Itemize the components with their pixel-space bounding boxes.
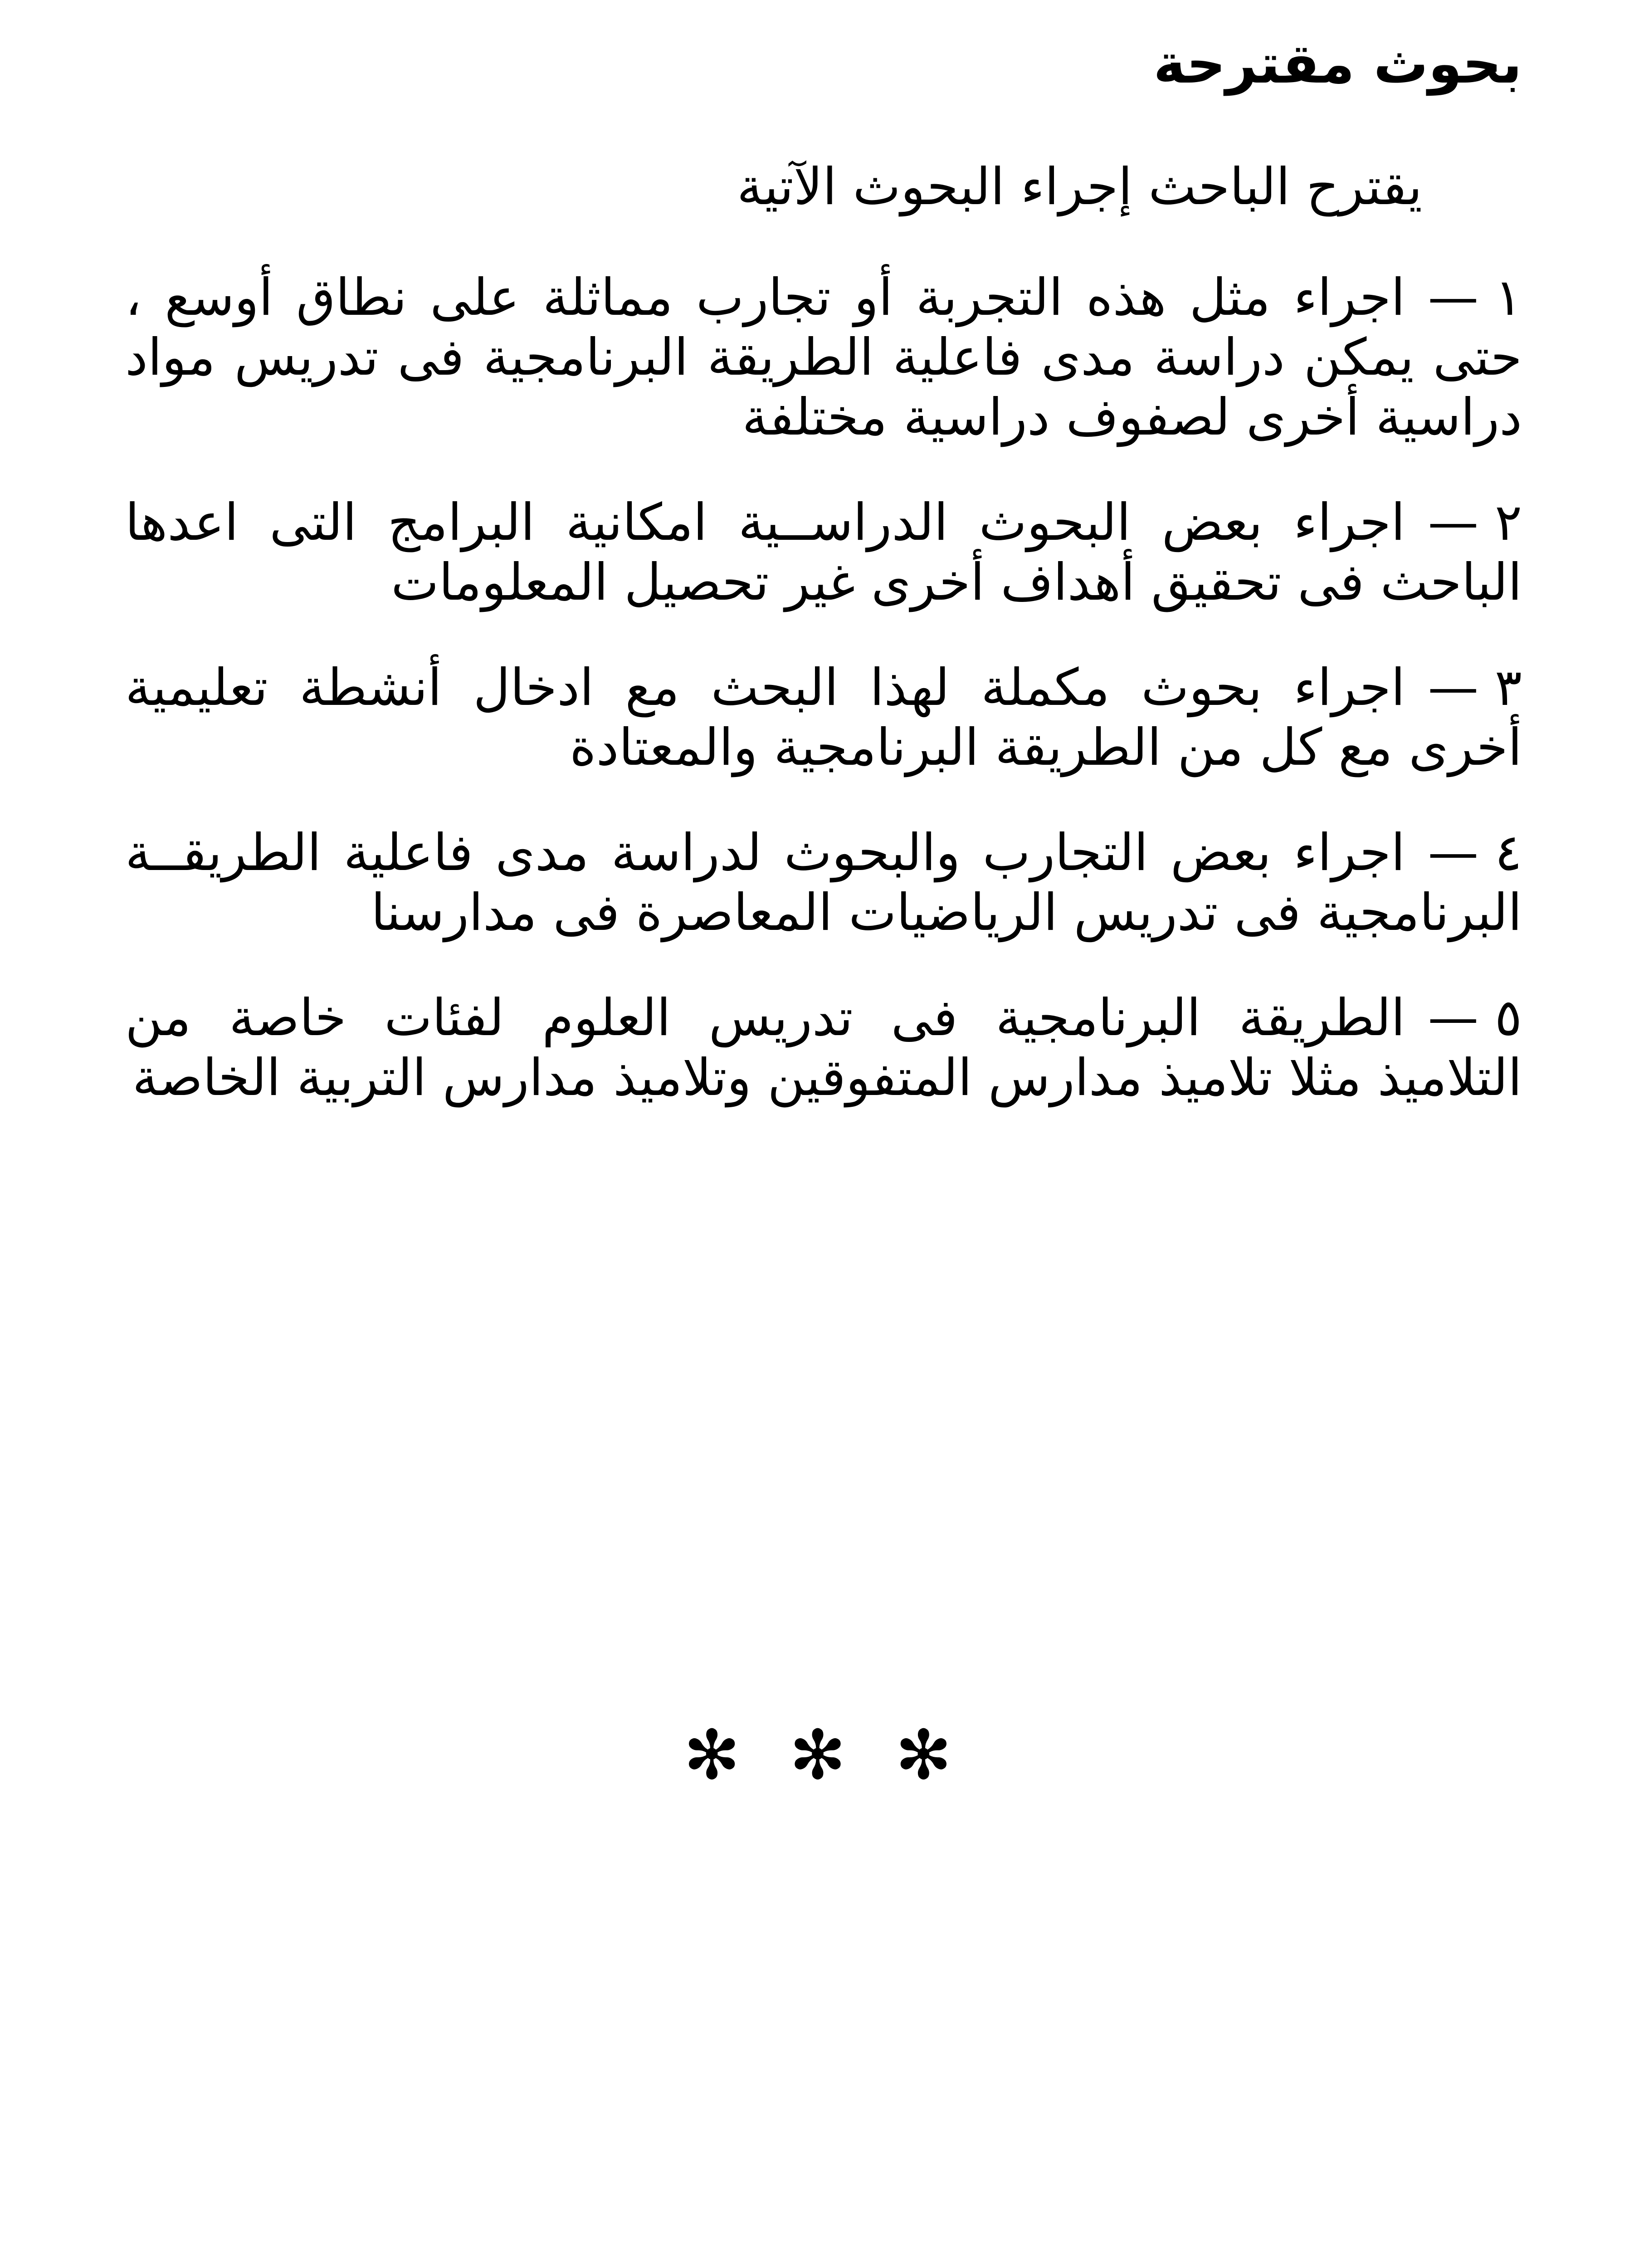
item-number: ٢ — [1428,493,1522,552]
list-item [125,268,1522,447]
list-item [125,823,1522,943]
intro-text: يقترح الباحث إجراء البحوث الآتية [737,157,1422,216]
item-number: ١ — [1428,268,1522,327]
list-item [125,988,1522,1108]
list-item [125,658,1522,777]
page-title: بحوث مقترحة [1153,33,1522,96]
section-separator: ✻ ✻ ✻ [683,1716,966,1795]
suggestions-list [125,268,1522,1153]
item-number: ٤ — [1428,823,1522,882]
item-text: اجراء بعض البحوث الدراســية امكانية البرامج التى اعدها الباحث فى تحقيق أهداف أخرى غير تحصيل المعلومات [125,493,1522,612]
item-text: الطريقة البرنامجية فى تدريس العلوم لفئات خاصة من التلاميذ مثلا تلاميذ مدارس المتفوقين وتلاميذ مدارس التربية الخاصة [125,988,1522,1107]
list-item [125,493,1522,612]
item-number: ٣ — [1428,658,1522,717]
item-text: اجراء بحوث مكملة لهذا البحث مع ادخال أنشطة تعليمية أخرى مع كل من الطريقة البرنامجية والمعتادة [125,658,1522,777]
item-text: اجراء مثل هذه التجربة أو تجارب مماثلة على نطاق أوسع ، حتى يمكن دراسة مدى فاعلية الطريقة البرنامجية فى تدريس مواد دراسية أخرى لصفوف دراسية مختلفة [125,268,1522,447]
item-number: ٥ — [1428,988,1522,1047]
item-text: اجراء بعض التجارب والبحوث لدراسة مدى فاعلية الطريقــة البرنامجية فى تدريس الرياضيات المعاصرة فى مدارسنا [125,823,1522,942]
